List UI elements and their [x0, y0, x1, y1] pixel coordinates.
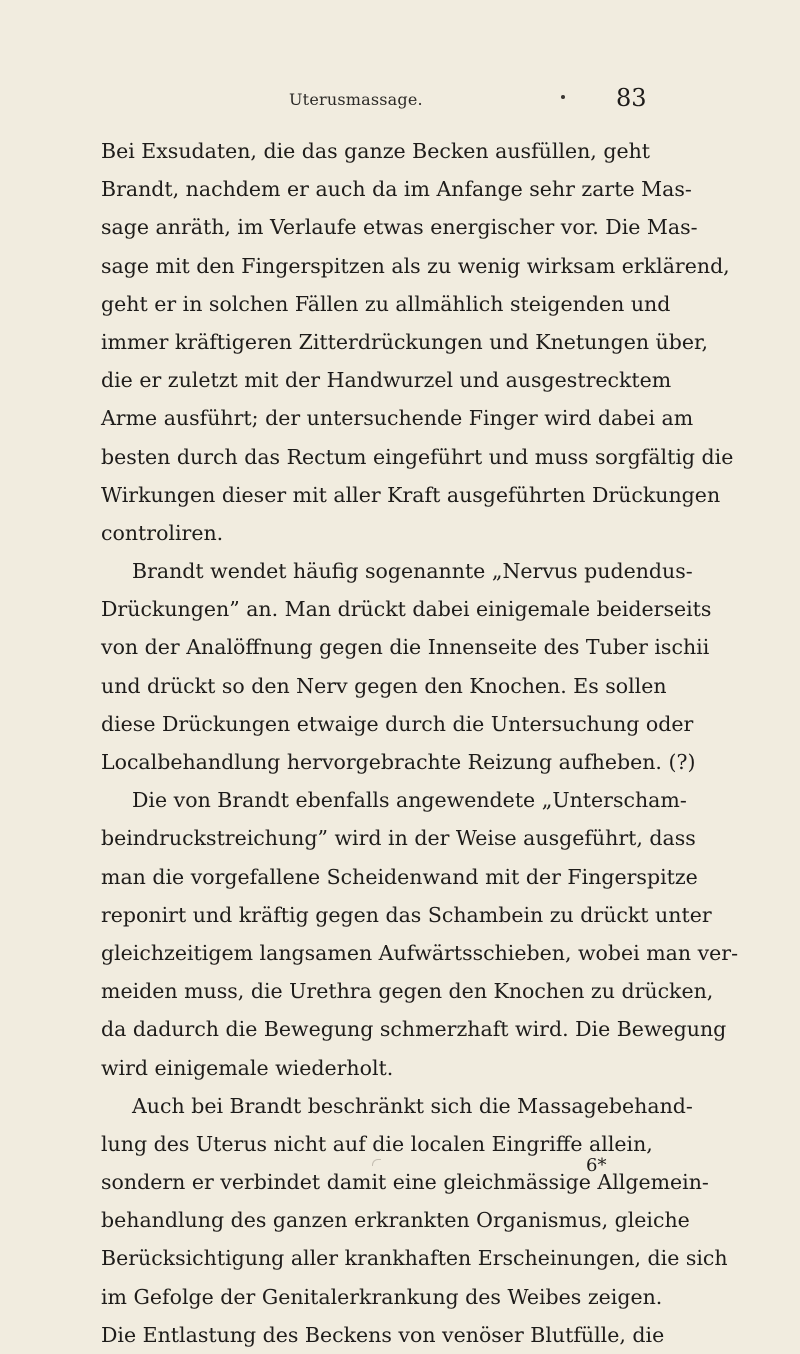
text-line: lung des Uterus nicht auf die localen Eingriffe allein, [101, 1131, 653, 1156]
text-line: sage mit den Fingerspitzen als zu wenig wirksam erklärend, [101, 253, 730, 278]
signature-mark: 6* [586, 1155, 607, 1176]
text-line: geht er in solchen Fällen zu allmählich steigenden und [101, 291, 671, 316]
text-line: Bei Exsudaten, die das ganze Becken ausfüllen, geht [101, 139, 651, 163]
page-number: 83 [616, 84, 647, 112]
text-line: die er zuletzt mit der Handwurzel und ausgestrecktem [101, 368, 672, 393]
text-line: behandlung des ganzen erkrankten Organismus, gleiche [101, 1208, 690, 1233]
text-line: controliren. [101, 520, 224, 545]
text-line: sondern er verbindet damit eine gleichmässige Allgemein- [101, 1170, 709, 1195]
text-line: Brandt, nachdem er auch da im Anfange sehr zarte Mas- [101, 177, 692, 202]
text-line: reponirt und kräftig gegen das Schambein zu drückt unter [101, 902, 712, 927]
text-line: man die vorgefallene Scheidenwand mit der Fingerspitze [101, 864, 698, 889]
text-line: immer kräftigeren Zitterdrückungen und Knetungen über, [101, 329, 709, 354]
body-text [101, 132, 739, 1354]
text-line: diese Drückungen etwaige durch die Untersuchung oder [101, 711, 694, 736]
text-line: gleichzeitigem langsamen Aufwärtsschieben, wobei man ver- [101, 940, 739, 965]
text-line: Die von Brandt ebenfalls angewendete „Unterscham- [132, 788, 687, 813]
text-line: meiden muss, die Urethra gegen den Knochen zu drücken, [101, 979, 714, 1004]
text-line: von der Analöffnung gegen die Innenseite des Tuber ischii [101, 635, 710, 660]
text-line: und drückt so den Nerv gegen den Knochen. Es sollen [101, 673, 667, 698]
text-line: Wirkungen dieser mit aller Kraft ausgeführten Drückungen [101, 482, 721, 507]
text-line: im Gefolge der Genitalerkrankung des Weibes zeigen. [101, 1284, 663, 1309]
text-line: Arme ausführt; der untersuchende Finger wird dabei am [101, 406, 694, 431]
text-line: wird einigemale wiederholt. [101, 1055, 394, 1080]
text-line: Berücksichtigung aller krankhaften Erscheinungen, die sich [101, 1246, 728, 1271]
text-line: da dadurch die Bewegung schmerzhaft wird. Die Bewegung [101, 1017, 727, 1042]
text-line: Auch bei Brandt beschränkt sich die Massagebehand- [132, 1093, 693, 1118]
page-header [0, 84, 800, 120]
text-line: Brandt wendet häufig sogenannte „Nervus pudendus- [132, 559, 693, 584]
text-line: Die Entlastung des Beckens von venöser Blutfülle, die [101, 1322, 665, 1347]
text-line: besten durch das Rectum eingeführt und muss sorgfältig die [101, 444, 734, 469]
text-line: sage anräth, im Verlaufe etwas energischer vor. Die Mas- [101, 215, 698, 240]
header-dot [561, 95, 565, 99]
text-line: Drückungen” an. Man drückt dabei einigemale beiderseits [101, 597, 712, 622]
text-line: beindruckstreichung” wird in der Weise ausgeführt, dass [101, 826, 696, 851]
print-speck [372, 1159, 381, 1166]
text-line: Localbehandlung hervorgebrachte Reizung aufheben. (?) [101, 750, 696, 774]
running-head: Uterusmassage. [289, 90, 423, 109]
